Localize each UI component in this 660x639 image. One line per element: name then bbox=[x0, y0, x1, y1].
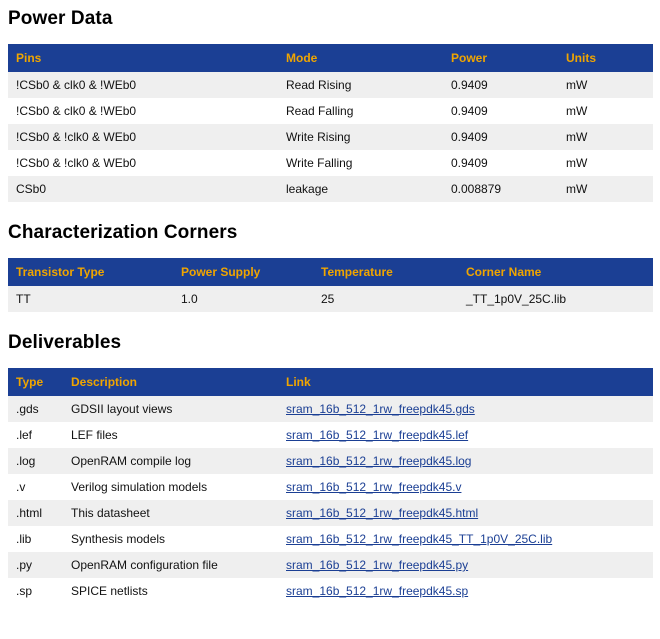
table-row bbox=[8, 500, 653, 526]
cell-pins: CSb0 bbox=[8, 176, 278, 202]
table-header-row bbox=[8, 258, 653, 286]
deliverables-table bbox=[8, 368, 653, 604]
page-title-power-data: Power Data bbox=[8, 8, 113, 29]
deliverable-link[interactable]: sram_16b_512_1rw_freepdk45_TT_1p0V_25C.lib bbox=[286, 532, 553, 546]
cell-description: Synthesis models bbox=[63, 526, 278, 552]
cell-power: 0.9409 bbox=[443, 124, 558, 150]
cell-mode: Write Rising bbox=[278, 124, 443, 150]
cell-temperature: 25 bbox=[313, 286, 458, 312]
cell-link bbox=[278, 552, 653, 578]
cell-type: .v bbox=[8, 474, 63, 500]
cell-units: mW bbox=[558, 124, 653, 150]
cell-mode: Write Falling bbox=[278, 150, 443, 176]
cell-description: OpenRAM compile log bbox=[63, 448, 278, 474]
column-header-mode: Mode bbox=[278, 44, 443, 72]
table-row bbox=[8, 578, 653, 604]
cell-type: .gds bbox=[8, 396, 63, 422]
cell-pins: !CSb0 & clk0 & !WEb0 bbox=[8, 98, 278, 124]
cell-power: 0.9409 bbox=[443, 150, 558, 176]
table-header-row bbox=[8, 44, 653, 72]
cell-type: .log bbox=[8, 448, 63, 474]
table-row bbox=[8, 72, 653, 98]
cell-description: GDSII layout views bbox=[63, 396, 278, 422]
cell-link bbox=[278, 448, 653, 474]
column-header-type: Type bbox=[8, 368, 63, 396]
cell-pins: !CSb0 & !clk0 & WEb0 bbox=[8, 124, 278, 150]
cell-link bbox=[278, 578, 653, 604]
cell-link bbox=[278, 500, 653, 526]
cell-type: .py bbox=[8, 552, 63, 578]
cell-link bbox=[278, 526, 653, 552]
table-row bbox=[8, 98, 653, 124]
column-header-link: Link bbox=[278, 368, 653, 396]
datasheet-page bbox=[0, 8, 660, 604]
cell-units: mW bbox=[558, 98, 653, 124]
table-row bbox=[8, 286, 653, 312]
deliverable-link[interactable]: sram_16b_512_1rw_freepdk45.v bbox=[286, 480, 462, 494]
column-header-pins: Pins bbox=[8, 44, 278, 72]
cell-type: .lib bbox=[8, 526, 63, 552]
cell-units: mW bbox=[558, 150, 653, 176]
table-row bbox=[8, 526, 653, 552]
deliverable-link[interactable]: sram_16b_512_1rw_freepdk45.gds bbox=[286, 402, 475, 416]
deliverable-link[interactable]: sram_16b_512_1rw_freepdk45.html bbox=[286, 506, 479, 520]
table-row bbox=[8, 176, 653, 202]
cell-type: .lef bbox=[8, 422, 63, 448]
table-row bbox=[8, 150, 653, 176]
cell-description: OpenRAM configuration file bbox=[63, 552, 278, 578]
cell-corner-name: _TT_1p0V_25C.lib bbox=[458, 286, 653, 312]
cell-description: This datasheet bbox=[63, 500, 278, 526]
cell-type: .html bbox=[8, 500, 63, 526]
column-header-corner-name: Corner Name bbox=[458, 258, 653, 286]
deliverable-link[interactable]: sram_16b_512_1rw_freepdk45.log bbox=[286, 454, 472, 468]
cell-power: 0.9409 bbox=[443, 72, 558, 98]
cell-type: .sp bbox=[8, 578, 63, 604]
cell-mode: leakage bbox=[278, 176, 443, 202]
cell-power: 0.9409 bbox=[443, 98, 558, 124]
table-header-row bbox=[8, 368, 653, 396]
table-row bbox=[8, 474, 653, 500]
table-row bbox=[8, 448, 653, 474]
cell-mode: Read Rising bbox=[278, 72, 443, 98]
table-row bbox=[8, 422, 653, 448]
column-header-description: Description bbox=[63, 368, 278, 396]
cell-link bbox=[278, 396, 653, 422]
table-row bbox=[8, 552, 653, 578]
page-title-deliverables: Deliverables bbox=[8, 332, 122, 353]
column-header-units: Units bbox=[558, 44, 653, 72]
cell-description: SPICE netlists bbox=[63, 578, 278, 604]
cell-link bbox=[278, 422, 653, 448]
cell-power-supply: 1.0 bbox=[173, 286, 313, 312]
cell-units: mW bbox=[558, 72, 653, 98]
cell-mode: Read Falling bbox=[278, 98, 443, 124]
column-header-power-supply: Power Supply bbox=[173, 258, 313, 286]
cell-pins: !CSb0 & !clk0 & WEb0 bbox=[8, 150, 278, 176]
cell-description: Verilog simulation models bbox=[63, 474, 278, 500]
cell-transistor-type: TT bbox=[8, 286, 173, 312]
column-header-temperature: Temperature bbox=[313, 258, 458, 286]
column-header-power: Power bbox=[443, 44, 558, 72]
characterization-corners-table bbox=[8, 258, 653, 312]
table-row bbox=[8, 396, 653, 422]
power-data-table bbox=[8, 44, 653, 202]
deliverable-link[interactable]: sram_16b_512_1rw_freepdk45.sp bbox=[286, 584, 469, 598]
cell-description: LEF files bbox=[63, 422, 278, 448]
cell-units: mW bbox=[558, 176, 653, 202]
deliverable-link[interactable]: sram_16b_512_1rw_freepdk45.py bbox=[286, 558, 469, 572]
deliverable-link[interactable]: sram_16b_512_1rw_freepdk45.lef bbox=[286, 428, 469, 442]
cell-power: 0.008879 bbox=[443, 176, 558, 202]
column-header-transistor-type: Transistor Type bbox=[8, 258, 173, 286]
table-row bbox=[8, 124, 653, 150]
cell-link bbox=[278, 474, 653, 500]
page-title-characterization-corners: Characterization Corners bbox=[8, 222, 238, 243]
cell-pins: !CSb0 & clk0 & !WEb0 bbox=[8, 72, 278, 98]
